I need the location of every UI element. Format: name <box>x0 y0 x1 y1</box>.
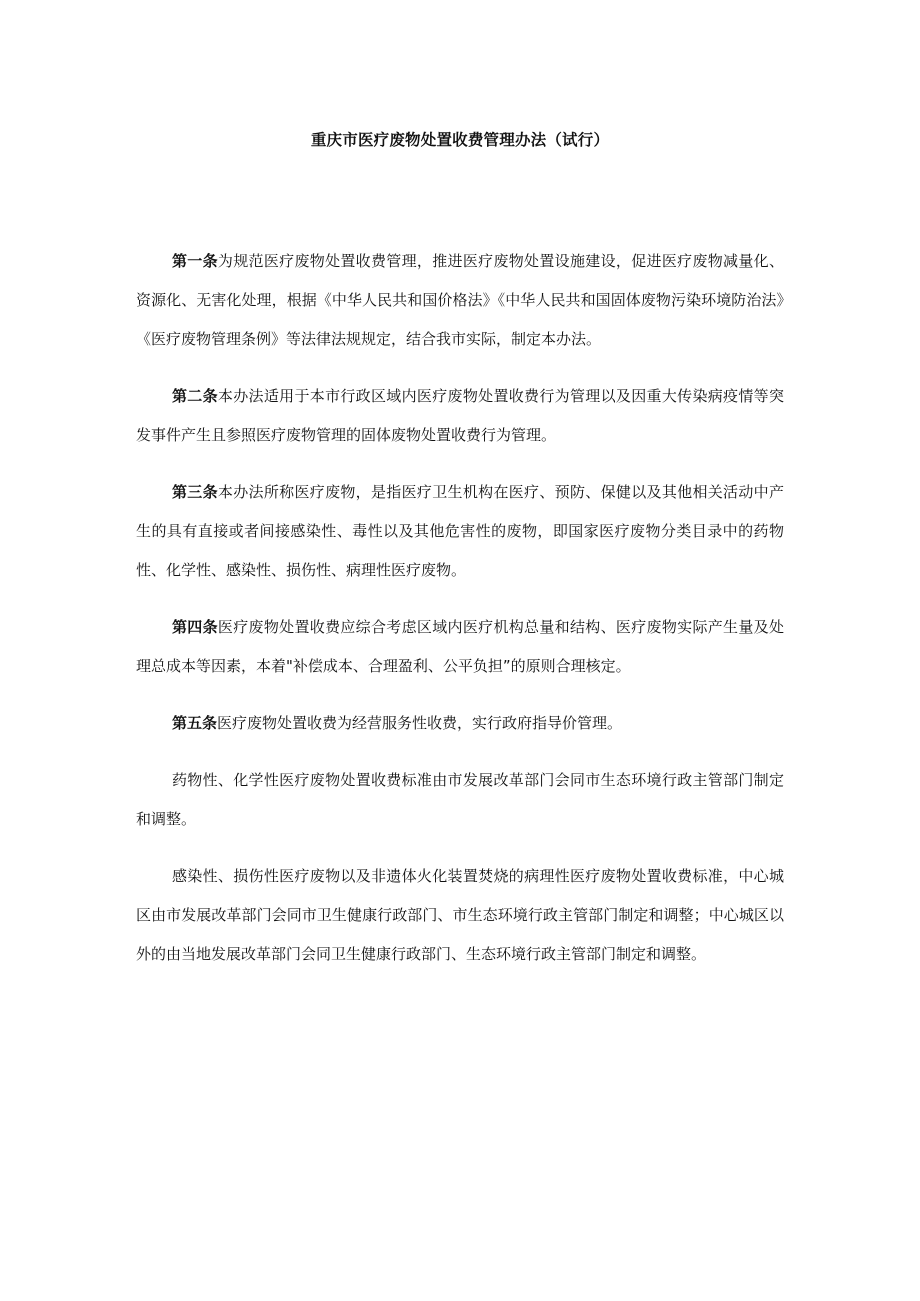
article-4 <box>136 608 784 686</box>
article-text: 医疗废物处置收费应综合考虑区域内医疗机构总量和结构、医疗废物实际产生量及处理总成本等因素，本着"补偿成本、合理盈利、公平负担”的原则合理核定。 <box>136 618 784 675</box>
article-label: 第三条 <box>172 483 218 501</box>
article-text: 感染性、损伤性医疗废物以及非遗体火化装置焚烧的病理性医疗废物处置收费标准，中心城区由市发展改革部门会同市卫生健康行政部门、市生态环境行政主管部门制定和调整；中心城区以外的由当地发展改革部门会同卫生健康行政部门、生态环境行政主管部门制定和调整。 <box>136 867 784 963</box>
article-2 <box>136 377 784 455</box>
article-5-clause-3 <box>136 857 784 974</box>
article-text: 药物性、化学性医疗废物处置收费标准由市发展改革部门会同市生态环境行政主管部门制定和调整。 <box>136 771 784 828</box>
article-label: 第五条 <box>172 714 218 732</box>
article-5 <box>136 704 784 743</box>
article-text: 为规范医疗废物处置收费管理，推进医疗废物处置设施建设，促进医疗废物减量化、资源化、无害化处理，根据《中华人民共和国价格法》《中华人民共和国固体废物污染环境防治法》《医疗废物管理条例》等法律法规规定，结合我市实际，制定本办法。 <box>136 252 784 348</box>
article-text: 本办法所称医疗废物，是指医疗卫生机构在医疗、预防、保健以及其他相关活动中产生的具有直接或者间接感染性、毒性以及其他危害性的废物，即国家医疗废物分类目录中的药物性、化学性、感染性、损伤性、病理性医疗废物。 <box>136 483 784 579</box>
article-text: 医疗废物处置收费为经营服务性收费，实行政府指导价管理。 <box>217 714 623 732</box>
article-text: 本办法适用于本市行政区域内医疗废物处置收费行为管理以及因重大传染病疫情等突发事件产生且参照医疗废物管理的固体废物处置收费行为管理。 <box>136 387 784 444</box>
article-label: 第一条 <box>172 252 218 270</box>
article-label: 第二条 <box>172 387 218 405</box>
document-body <box>136 242 784 992</box>
article-1 <box>136 242 784 359</box>
article-3 <box>136 473 784 590</box>
article-label: 第四条 <box>172 618 218 636</box>
document-title: 重庆市医疗废物处置收费管理办法（试行） <box>310 131 610 149</box>
article-5-clause-2 <box>136 761 784 839</box>
